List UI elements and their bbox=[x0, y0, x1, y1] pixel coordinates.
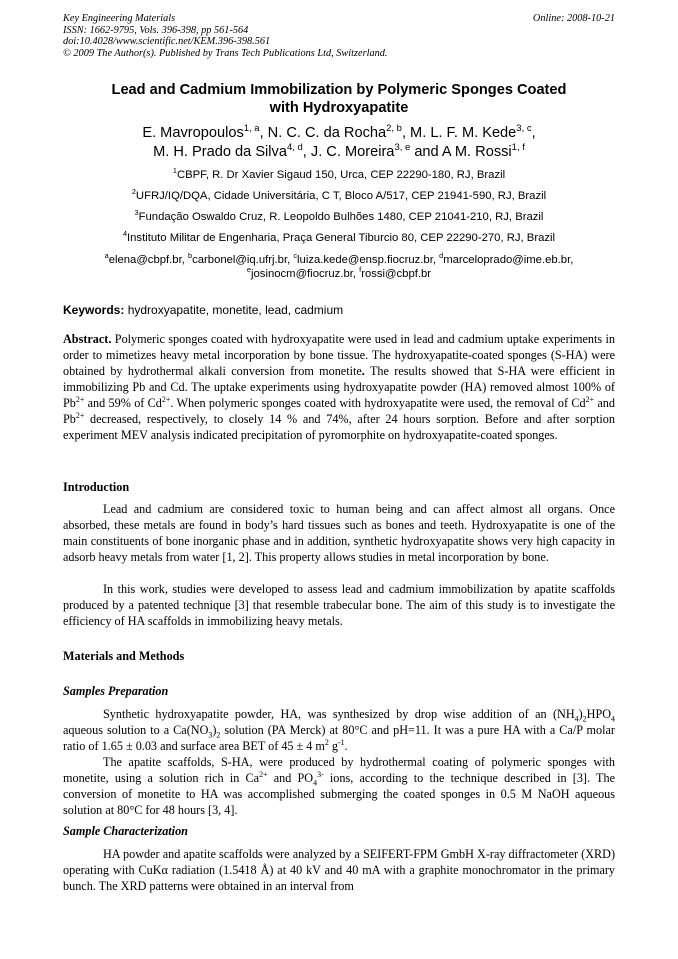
intro-paragraph-2: In this work, studies were developed to assess lead and cadmium immobilization by apatite scaffolds produced by a patented technique [3] that resemble trabecular bone. The aim of this study is to investigate the efficiency of HA scaffolds in immobilizing heavy metals. bbox=[63, 582, 615, 628]
author-list: E. Mavropoulos$^{1, a}$, N. C. C. da Rocha$^{2, b}$, M. L. F. M. Kede$^{3, c}$, M. H. Prado da Silva$^{4, d}$, J. C. Moreira$^{3, e}$ and A M. Rossi$^{1, f}$ bbox=[142, 123, 536, 160]
email-list: $^a$elena@cbpf.br, $^b$carbonel@iq.ufrj.br, $^c$luiza.kede@ensp.fiocruz.br, $^d$marceloprado@ime.eb.br, $^e$josinocm@fiocruz.br, $^f$rossi@cbpf.br bbox=[104, 251, 574, 280]
paper-title: Lead and Cadmium Immobilization by Polymeric Sponges Coated with Hydroxyapatite bbox=[111, 82, 567, 116]
affiliation-3: $^3$Fundação Oswaldo Cruz, R. Leopoldo Bulhões 1480, CEP 21041-210, RJ, Brazil bbox=[134, 208, 544, 223]
section-heading-introduction: Introduction bbox=[63, 480, 130, 494]
methods-paragraph-2: The apatite scaffolds, S-HA, were produced by hydrothermal coating of polymeric sponges with monetite, using a solution rich in $Ca^{2+}$ and $PO_4^{3-}$ ions, according to the technique described in [3]. The conversion of monetite to HA was accomplished submerging the coated sponges in 0.5 M NaOH aqueous solution at 80°C for 48 hours [3, 4]. bbox=[63, 755, 615, 817]
subsection-heading-sample-characterization: Sample Characterization bbox=[63, 824, 188, 838]
abstract-label: Abstract. bbox=[63, 332, 112, 346]
affiliation-2: $^2$UFRJ/IQ/DQA, Cidade Universitária, C T, Bloco A/517, CEP 21941-590, RJ, Brazil bbox=[131, 187, 547, 202]
affiliation-4: $^4$Instituto Militar de Engenharia, Praça General Tiburcio 80, CEP 22290-270, RJ, Brazil bbox=[122, 229, 556, 244]
journal-header bbox=[63, 13, 615, 59]
abstract: Abstract. Polymeric sponges coated with hydroxyapatite were used in lead and cadmium uptake experiments in order to mimetizes heavy metal incorporation by bone tissue. The hydroxyapatite-coated sponges (S-HA) were obtained by hydrothermal alkali conversion from monetite. The results showed that S-HA were efficient in immobilizing Pb and Cd. The uptake experiments using hydroxyapatite powder (HA) removed almost 100% of $Pb^{2+}$ and 59% of $Cd^{2+}$. When polymeric sponges coated with hydroxyapatite were used, the removal of $Cd^{2+}$ and $Pb^{2+}$ decreased, respectively, to closely 14 % and 74%, after 24 hours sorption. Before and after sorption experiment MEV analysis indicated precipitation of pyromorphite on hydroxyapatite-coated sponges. bbox=[63, 332, 615, 442]
methods-paragraph-3: HA powder and apatite scaffolds were analyzed by a SEIFERT-FPM GmbH X-ray diffractometer (XRD) operating with CuKα radiation (1.5418 Å) at 40 kV and 40 mA with a graphite monochromator in the primary bunch. The XRD patterns were obtained in an interval from bbox=[63, 847, 615, 893]
doi-line: doi:10.4028/www.scientific.net/KEM.396-398.561 bbox=[63, 36, 271, 48]
journal-name: Key Engineering Materials bbox=[63, 13, 176, 24]
intro-paragraph-1: Lead and cadmium are considered toxic to human being and can affect almost all organs. Once absorbed, these metals are found in body’s hard tissues such as bones and teeth. Hydroxyapatite is one of the main constituents of bone inorganic phase and in addition, synthetic hydroxyapatite shows very high capacity in adsorb heavy metals from water [1, 2]. This property allows studies in metal incorporation by bone. bbox=[63, 502, 615, 564]
affiliation-1: $^1$CBPF, R. Dr Xavier Sigaud 150, Urca, CEP 22290-180, RJ, Brazil bbox=[172, 166, 506, 181]
subsection-heading-samples-preparation: Samples Preparation bbox=[63, 684, 169, 698]
section-heading-methods: Materials and Methods bbox=[63, 649, 185, 663]
copyright-line: © 2009 The Author(s). Published by Trans Tech Publications Ltd, Switzerland. bbox=[63, 47, 388, 59]
keywords-line: Keywords: hydroxyapatite, monetite, lead, cadmium bbox=[63, 303, 344, 317]
online-date: Online: 2008-10-21 bbox=[532, 13, 615, 24]
issn-line: ISSN: 1662-9795, Vols. 396-398, pp 561-564 bbox=[63, 24, 249, 36]
methods-paragraph-1: Synthetic hydroxyapatite powder, HA, was synthesized by drop wise addition of an $(NH_4)_2HPO_4$ aqueous solution to a $Ca(NO_3)_2$ solution (PA Merck) at 80°C and pH=11. It was a pure HA with a Ca/P molar ratio of 1.65 ± 0.03 and surface area BET of 45 ± 4 $m^2$ $g^{-1}$. bbox=[63, 707, 615, 753]
